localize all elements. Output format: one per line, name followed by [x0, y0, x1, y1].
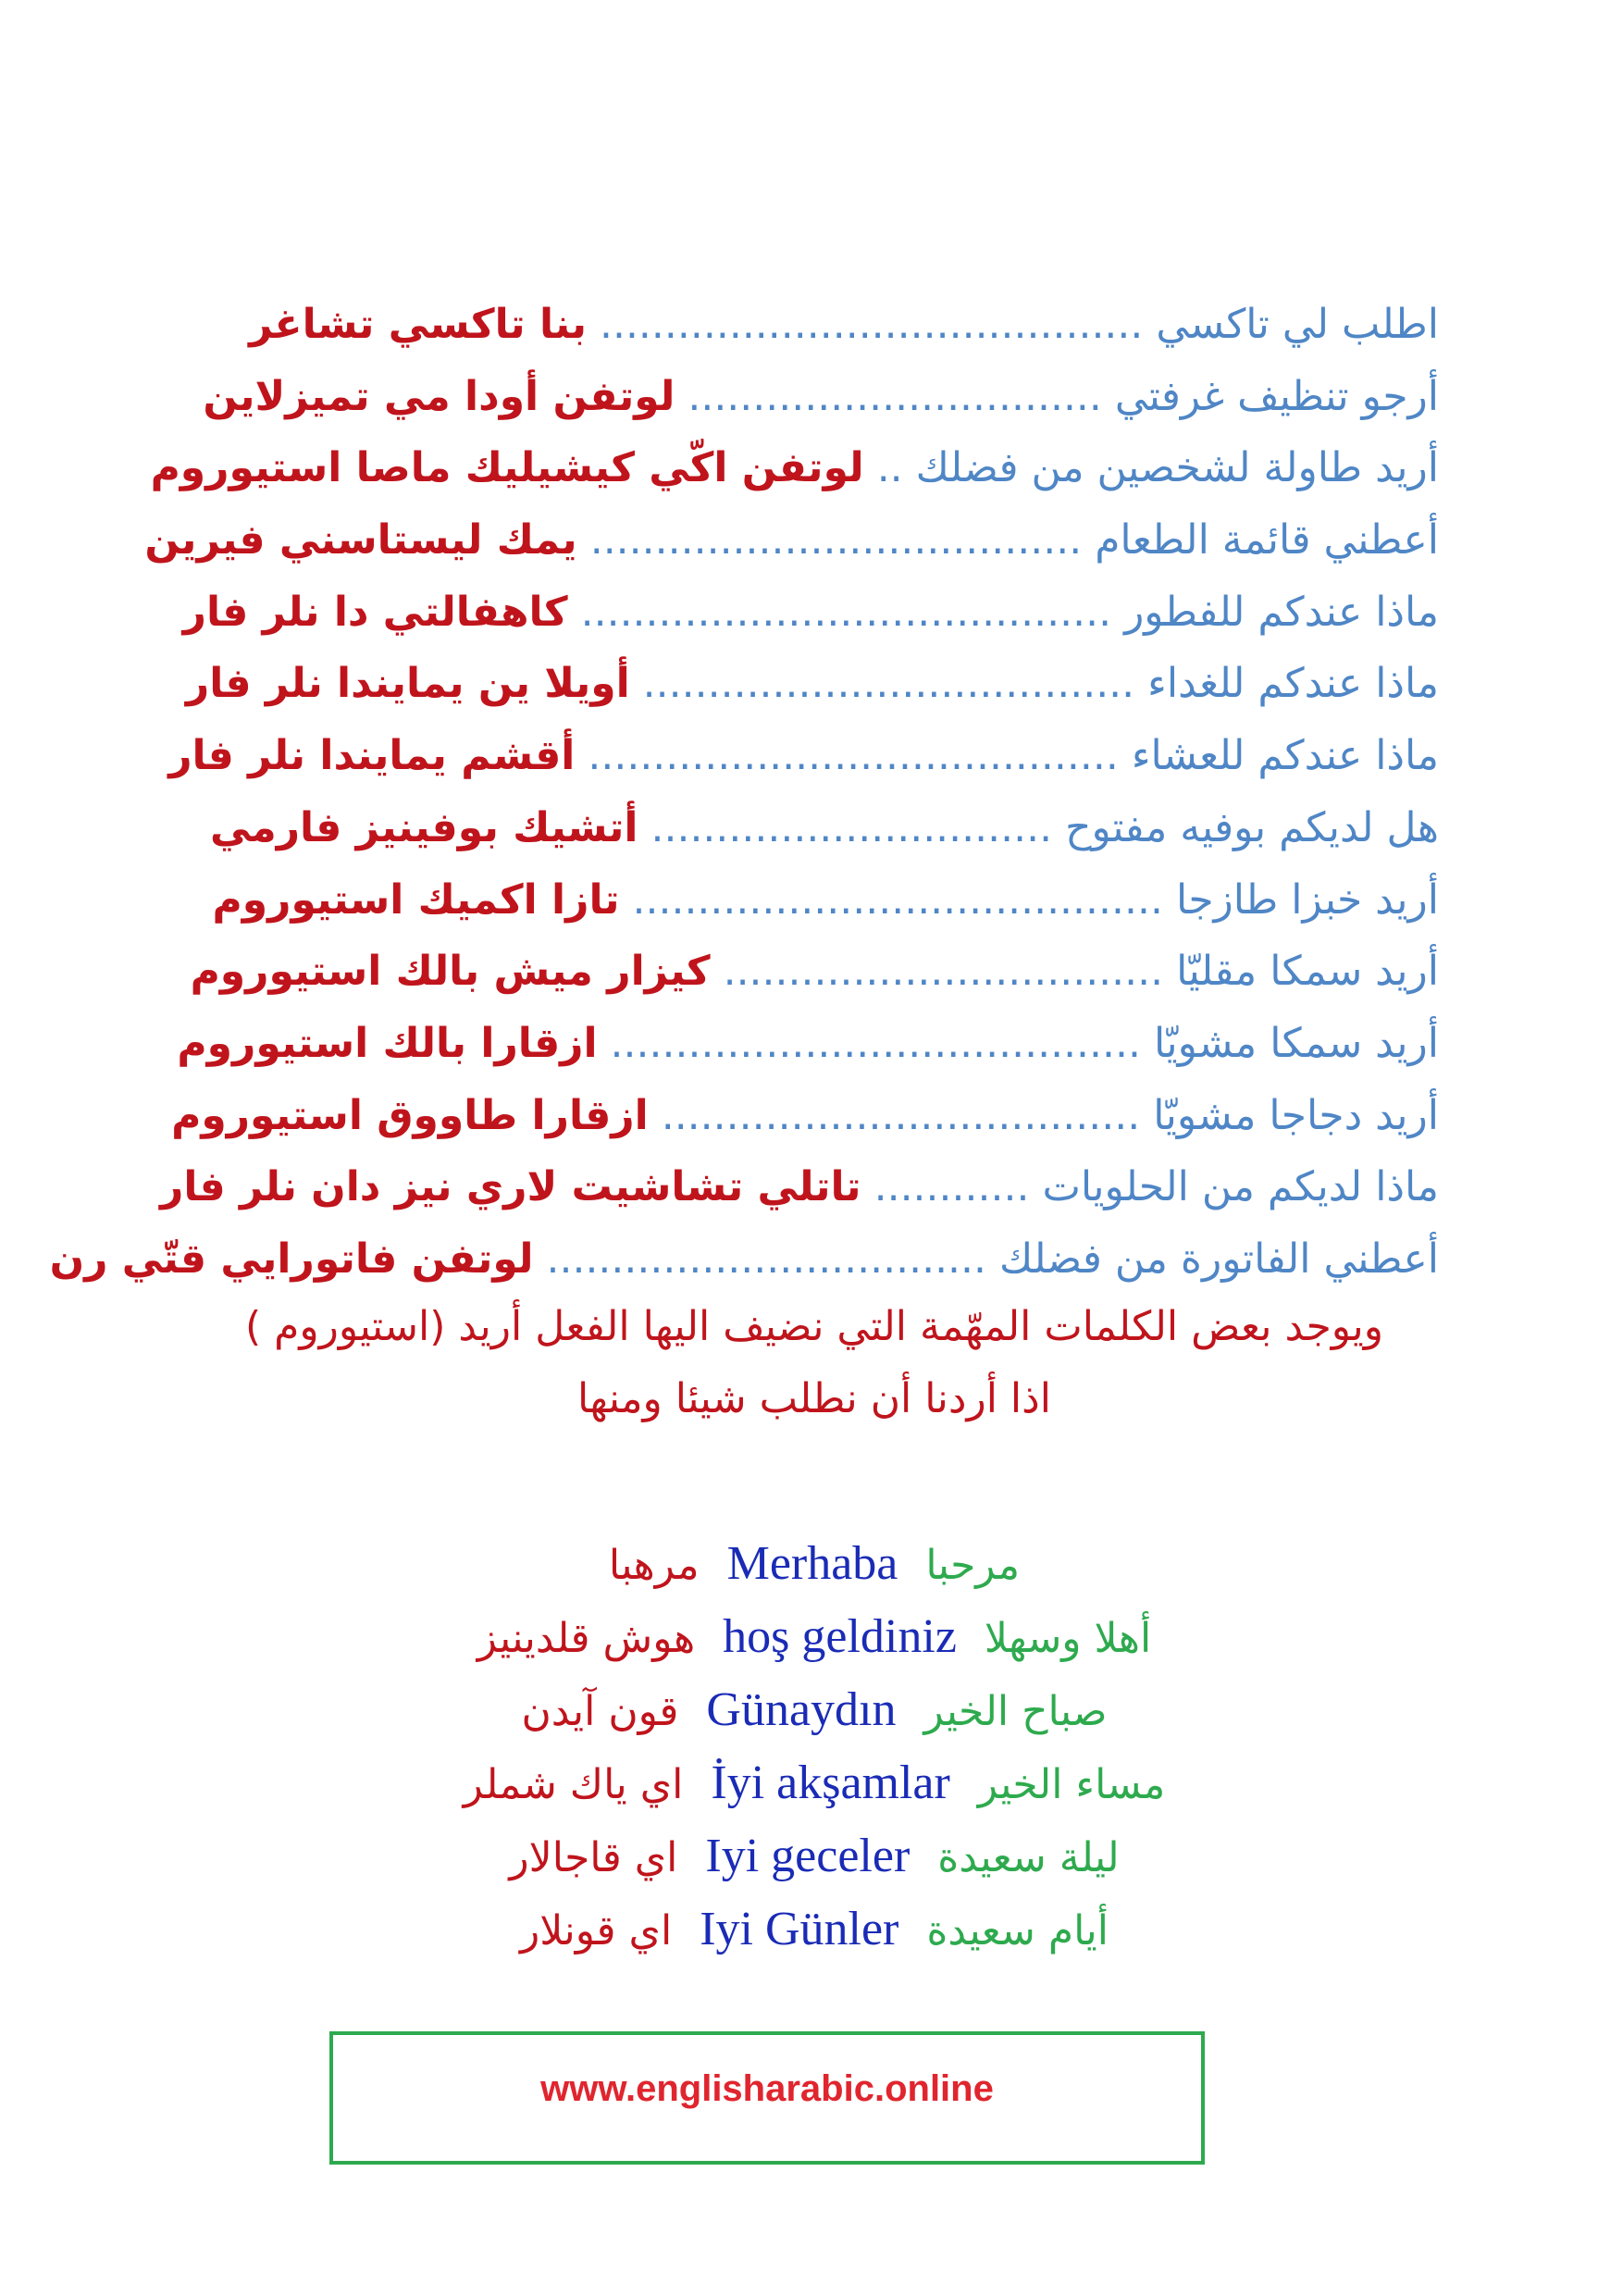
greeting-pronunciation: قون آيدن: [521, 1688, 679, 1735]
greeting-pronunciation: اي قاجالار: [509, 1834, 678, 1881]
arabic-phrase: ماذا عندكم للعشاء: [1131, 732, 1439, 780]
arabic-phrase: أعطني الفاتورة من فضلك: [999, 1235, 1439, 1283]
greeting-turkish: hoş geldiniz: [723, 1610, 957, 1663]
turkish-phrase: ازقارا طاووق استيوروم: [171, 1091, 649, 1139]
greeting-row: [305, 1600, 1323, 1673]
greeting-arabic: مرحبا: [925, 1542, 1021, 1589]
dot-leader: ..................................: [546, 1235, 987, 1283]
arabic-phrase: أريد خبزا طازجا: [1175, 875, 1439, 924]
note-line-1: ويوجد بعض الكلمات المهّمة التي نضيف اليها الفعل أريد (استيوروم ): [244, 1303, 1383, 1350]
arabic-phrase: أرجو تنظيف غرفتي: [1114, 372, 1439, 420]
turkish-phrase: كيزار ميش بالك استيوروم: [190, 948, 711, 996]
turkish-phrase: أويلا ين يمايندا نلر فار: [185, 660, 630, 708]
turkish-phrase: تاتلي تشاشيت لاري نيز دان نلر فار: [160, 1163, 861, 1211]
greeting-turkish: Iyi geceler: [705, 1830, 911, 1882]
greeting-row: [305, 1893, 1323, 1966]
verb-note: [208, 1291, 1420, 1435]
dot-leader: .........................................: [588, 732, 1119, 780]
dot-leader: ..........................................: [599, 301, 1144, 348]
phrase-row: [168, 720, 1439, 792]
turkish-phrase: بنا تاكسي تشاغر: [249, 301, 587, 348]
arabic-phrase: أريد طاولة لشخصين من فضلك: [915, 444, 1439, 492]
greeting-turkish: Merhaba: [726, 1537, 898, 1590]
arabic-phrase: ماذا عندكم للغداء: [1147, 660, 1439, 708]
turkish-phrase: لوتفن اكّي كيشيليك ماصا استيوروم: [150, 444, 864, 492]
turkish-phrase: كاهفالتي دا نلر فار: [182, 588, 568, 636]
turkish-phrase: يمك ليستاسني فيرين: [144, 516, 577, 565]
phrase-row: [208, 864, 1439, 937]
phrase-row: [150, 432, 1439, 504]
greeting-arabic: صباح الخير: [923, 1688, 1108, 1735]
greeting-row: [305, 1819, 1323, 1893]
dot-leader: .........................................: [632, 875, 1163, 924]
arabic-phrase: اطلب لي تاكسي: [1156, 301, 1439, 348]
greeting-arabic: ليلة سعيدة: [937, 1834, 1120, 1881]
turkish-phrase: لوتفن فاتورايي قتّي رن: [49, 1235, 534, 1283]
dot-leader: ......................................: [642, 660, 1135, 708]
phrase-row: [49, 1223, 1439, 1296]
note-line-2: اذا أردنا أن نطلب شيئا ومنها: [577, 1375, 1051, 1422]
dot-leader: ...............................: [650, 803, 1053, 851]
arabic-phrase: أريد دجاجا مشويّا: [1153, 1091, 1439, 1139]
arabic-phrase: هل لديكم بوفيه مفتوح: [1065, 803, 1439, 851]
dot-leader: .....................................: [661, 1091, 1141, 1139]
phrase-row: [177, 1008, 1439, 1080]
greeting-arabic: أيام سعيدة: [926, 1907, 1109, 1955]
phrase-row: [208, 792, 1439, 864]
greeting-pronunciation: مرهبا: [608, 1542, 700, 1589]
phrase-row: [144, 504, 1439, 577]
phrase-row: [171, 1080, 1439, 1152]
greeting-arabic: مساء الخير: [977, 1761, 1166, 1808]
dot-leader: .........................................: [580, 588, 1112, 636]
phrase-row: [160, 1151, 1439, 1223]
turkish-phrase: أقشم يمايندا نلر فار: [168, 732, 576, 780]
greeting-arabic: أهلا وسهلا: [984, 1615, 1152, 1662]
arabic-phrase: أعطني قائمة الطعام: [1095, 516, 1439, 565]
website-box: [329, 2031, 1205, 2165]
dot-leader: .........................................: [610, 1019, 1141, 1067]
phrase-row: [208, 289, 1439, 361]
dot-leader: ................................: [688, 372, 1102, 420]
greeting-turkish: Günaydın: [706, 1683, 897, 1736]
arabic-phrase: أريد سمكا مقليّا: [1176, 948, 1439, 996]
greeting-row: [305, 1746, 1323, 1819]
phrase-row: [203, 361, 1439, 433]
phrase-row: [182, 577, 1439, 649]
greeting-turkish: İyi akşamlar: [711, 1756, 950, 1809]
phrase-list: [49, 289, 1439, 1296]
greetings-list: [305, 1527, 1323, 1966]
greeting-pronunciation: اي ياك شملر: [463, 1761, 684, 1808]
greeting-row: [305, 1527, 1323, 1600]
turkish-phrase: أتشيك بوفينيز فارمي: [209, 803, 638, 851]
phrase-row: [190, 936, 1439, 1008]
greeting-row: [305, 1673, 1323, 1746]
phrase-row: [185, 648, 1439, 720]
greeting-pronunciation: اي قونلار: [520, 1907, 673, 1955]
turkish-phrase: لوتفن أودا مي تميزلاين: [203, 372, 675, 420]
dot-leader: ..: [876, 444, 903, 492]
arabic-phrase: ماذا لديكم من الحلويات: [1042, 1163, 1439, 1211]
website-link[interactable]: www.englisharabic.online: [540, 2068, 994, 2109]
turkish-phrase: تازا اكميك استيوروم: [212, 875, 620, 924]
turkish-phrase: ازقارا بالك استيوروم: [177, 1019, 598, 1067]
arabic-phrase: ماذا عندكم للفطور: [1124, 588, 1439, 636]
dot-leader: ......................................: [589, 516, 1083, 565]
arabic-phrase: أريد سمكا مشويّا: [1154, 1019, 1439, 1067]
greeting-turkish: Iyi Günler: [700, 1903, 899, 1955]
dot-leader: ..................................: [723, 948, 1164, 996]
dot-leader: ............: [873, 1163, 1030, 1211]
greeting-pronunciation: هوش قلدينيز: [477, 1615, 696, 1662]
